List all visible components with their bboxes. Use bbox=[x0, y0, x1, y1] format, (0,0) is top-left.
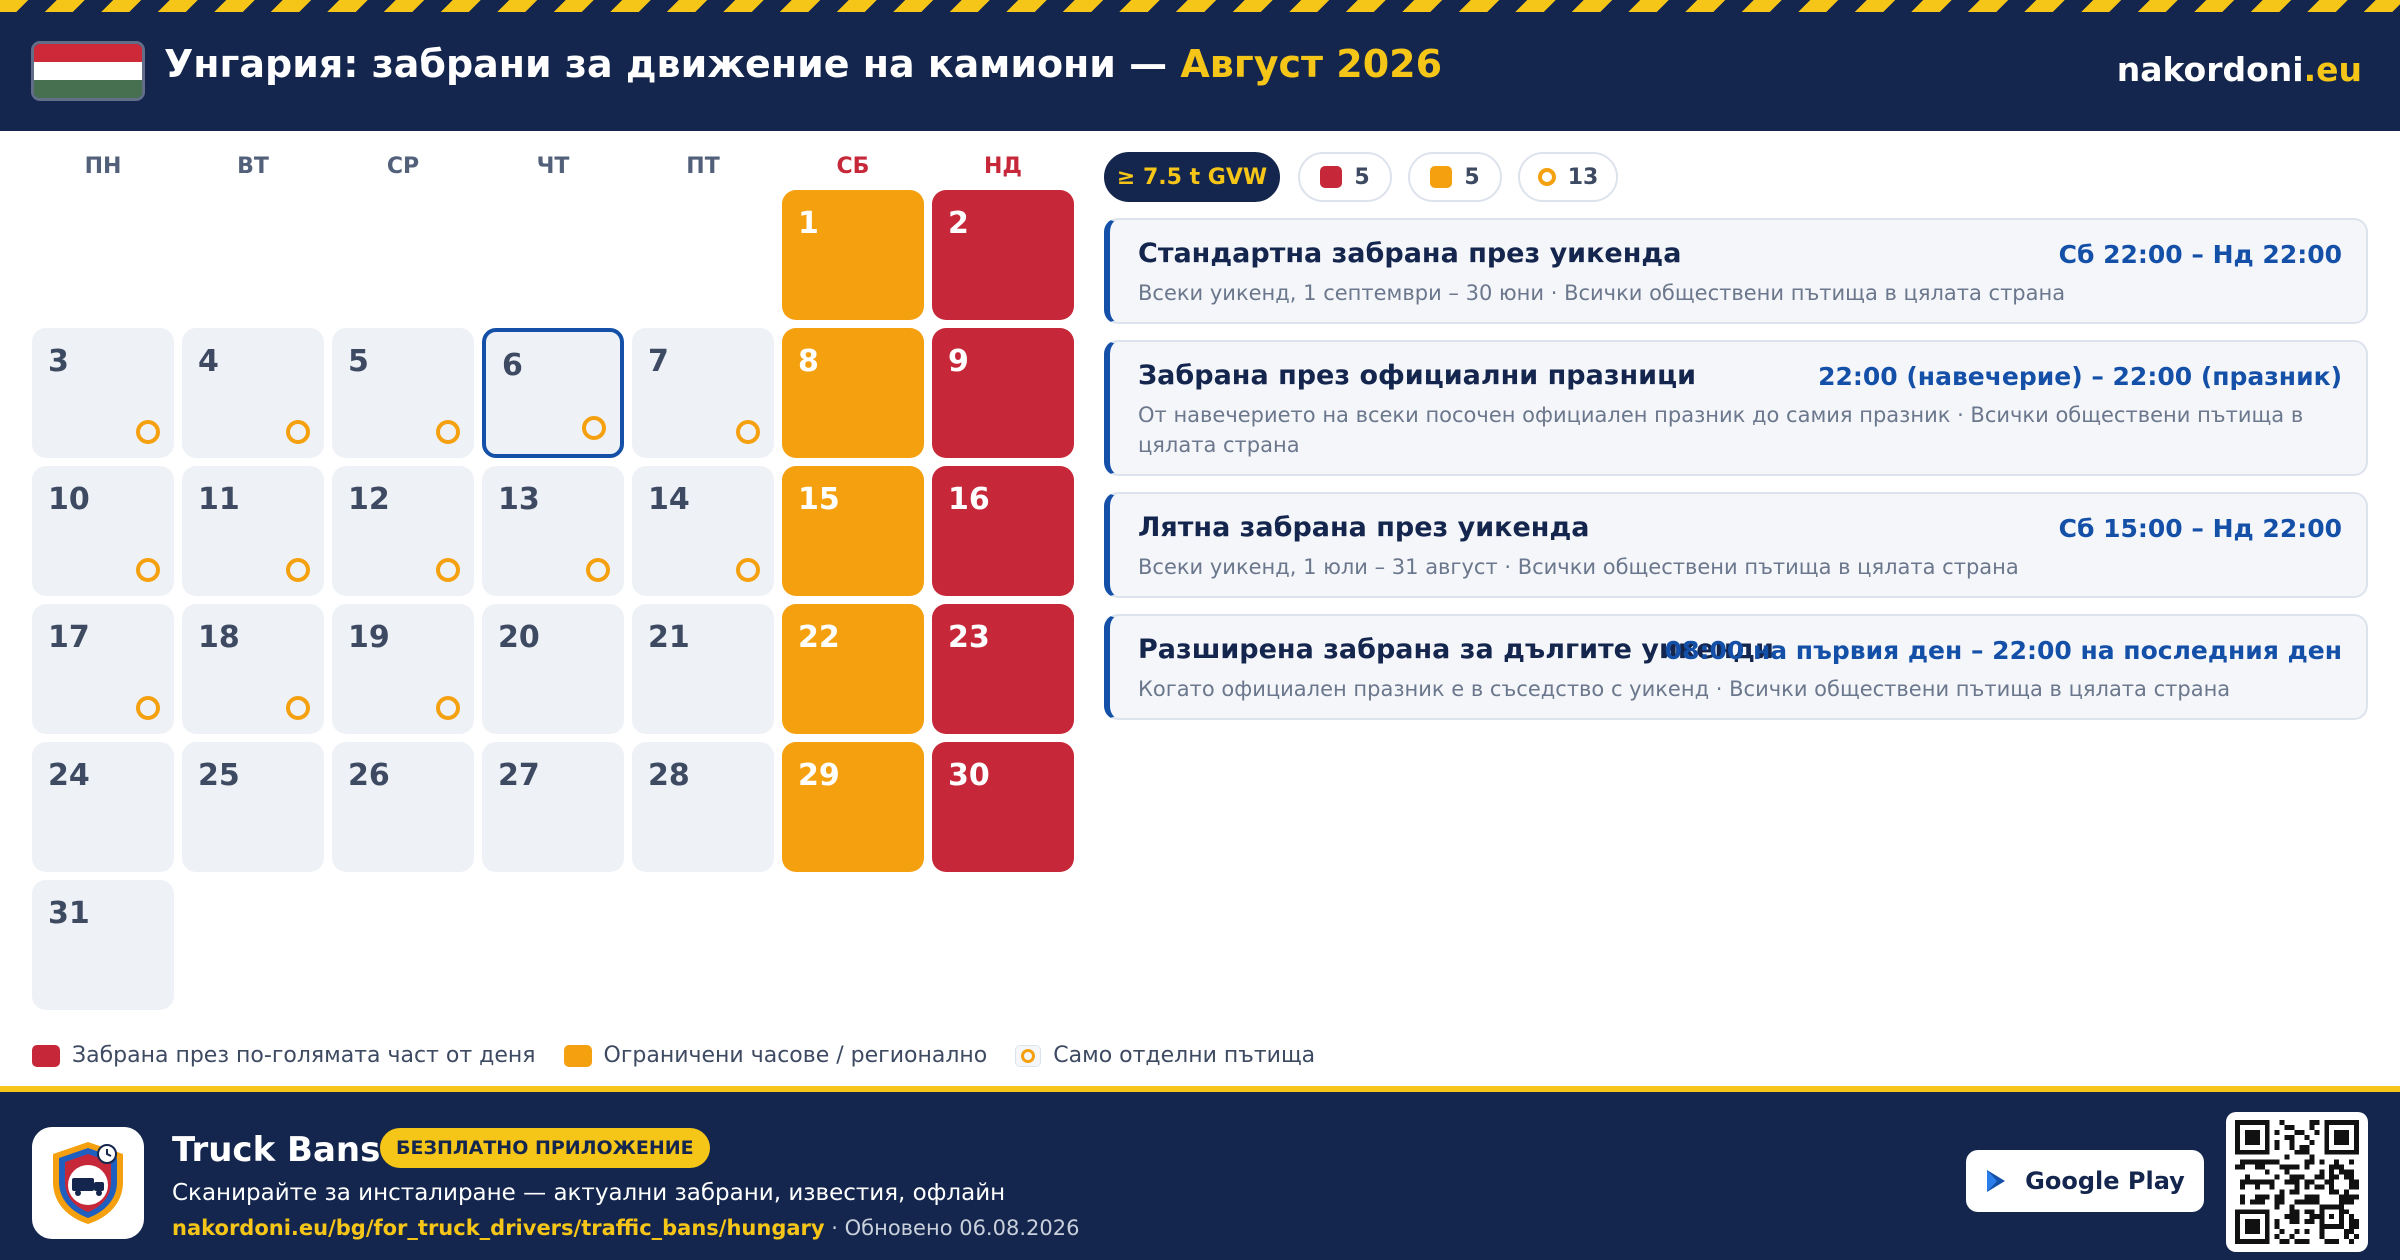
red-square-icon bbox=[32, 1045, 60, 1067]
calendar-day[interactable] bbox=[32, 880, 174, 1010]
title-main: Унгария: забрани за движение на камиони — bbox=[164, 42, 1181, 86]
legend-item-ring bbox=[1015, 1043, 1315, 1068]
calendar-day[interactable] bbox=[182, 328, 324, 458]
day-number: 31 bbox=[48, 896, 90, 931]
day-number: 21 bbox=[648, 620, 690, 655]
calendar-day[interactable] bbox=[632, 328, 774, 458]
calendar-day[interactable] bbox=[482, 328, 624, 458]
hungary-flag-icon bbox=[34, 44, 142, 98]
calendar-day[interactable] bbox=[182, 742, 324, 872]
truck-bans-app-icon[interactable] bbox=[32, 1127, 144, 1239]
calendar-day[interactable] bbox=[782, 742, 924, 872]
calendar-day[interactable] bbox=[332, 604, 474, 734]
calendar-day[interactable] bbox=[932, 328, 1074, 458]
calendar-day[interactable] bbox=[932, 742, 1074, 872]
rule-title: Стандартна забрана през уикенда bbox=[1138, 238, 1682, 269]
weekday-tue: ВТ bbox=[237, 154, 269, 179]
day-number: 3 bbox=[48, 344, 69, 379]
calendar-day[interactable] bbox=[632, 466, 774, 596]
orange-swatch-icon bbox=[1430, 166, 1452, 188]
day-number: 5 bbox=[348, 344, 369, 379]
calendar-day[interactable] bbox=[782, 604, 924, 734]
header-bar bbox=[0, 0, 2400, 131]
day-number: 19 bbox=[348, 620, 390, 655]
weekday-sun: НД bbox=[983, 154, 1022, 179]
calendar-day[interactable] bbox=[482, 604, 624, 734]
rule-time: 08:00 на първия ден – 22:00 на последния ден bbox=[1664, 636, 2342, 665]
rule-description: Всеки уикенд, 1 юли – 31 август · Всички обществени пътища в цялата страна bbox=[1138, 555, 2019, 579]
calendar-day[interactable] bbox=[332, 328, 474, 458]
calendar-day[interactable] bbox=[482, 466, 624, 596]
day-number: 30 bbox=[948, 758, 990, 793]
restricted-roads-ring-icon bbox=[286, 696, 310, 720]
restricted-roads-ring-icon bbox=[436, 420, 460, 444]
day-number: 20 bbox=[498, 620, 540, 655]
calendar-day[interactable] bbox=[182, 604, 324, 734]
rule-time: Сб 22:00 – Нд 22:00 bbox=[2058, 240, 2342, 269]
app-tagline: Сканирайте за инсталиране — актуални забрани, известия, офлайн bbox=[172, 1180, 1006, 1206]
flag-stripe-green bbox=[34, 80, 142, 98]
day-number: 4 bbox=[198, 344, 219, 379]
day-number: 8 bbox=[798, 344, 819, 379]
ring-icon bbox=[1015, 1045, 1041, 1067]
title-month: Август 2026 bbox=[1180, 42, 1443, 86]
calendar-day[interactable] bbox=[632, 742, 774, 872]
day-number: 24 bbox=[48, 758, 90, 793]
day-number: 13 bbox=[498, 482, 540, 517]
weight-badge bbox=[1104, 152, 1280, 202]
calendar-day[interactable] bbox=[32, 466, 174, 596]
day-number: 12 bbox=[348, 482, 390, 517]
legend-ring-label: Само отделни пътища bbox=[1053, 1043, 1316, 1068]
flag-stripe-white bbox=[34, 62, 142, 80]
day-number: 29 bbox=[798, 758, 840, 793]
day-number: 2 bbox=[948, 206, 969, 241]
page-title bbox=[164, 42, 1442, 86]
calendar-day[interactable] bbox=[782, 328, 924, 458]
rule-description: Когато официален празник е в съседство с уикенд · Всички обществени пътища в цялата страна bbox=[1138, 677, 2231, 701]
ring-count: 13 bbox=[1567, 164, 1599, 190]
red-count: 5 bbox=[1354, 164, 1370, 190]
legend-item-orange bbox=[564, 1043, 988, 1068]
calendar-day[interactable] bbox=[782, 190, 924, 320]
calendar-day[interactable] bbox=[32, 328, 174, 458]
day-number: 14 bbox=[648, 482, 690, 517]
calendar-day[interactable] bbox=[932, 604, 1074, 734]
free-app-badge: БЕЗПЛАТНО ПРИЛОЖЕНИЕ bbox=[380, 1128, 710, 1168]
legend-item-red bbox=[32, 1043, 536, 1068]
legend bbox=[32, 1043, 1315, 1068]
restricted-roads-ring-icon bbox=[136, 696, 160, 720]
shield-truck-icon bbox=[47, 1138, 129, 1228]
day-number: 7 bbox=[648, 344, 669, 379]
day-number: 6 bbox=[502, 348, 523, 383]
restricted-roads-ring-icon bbox=[136, 420, 160, 444]
app-name: Truck Bans bbox=[172, 1130, 381, 1170]
day-number: 23 bbox=[948, 620, 990, 655]
qr-code-icon bbox=[2234, 1120, 2360, 1244]
rule-title: Разширена забрана за дългите уикенди bbox=[1138, 634, 1774, 665]
day-number: 16 bbox=[948, 482, 990, 517]
calendar-day[interactable] bbox=[932, 466, 1074, 596]
google-play-button[interactable] bbox=[1966, 1150, 2204, 1212]
calendar-day[interactable] bbox=[332, 742, 474, 872]
restricted-roads-ring-icon bbox=[736, 420, 760, 444]
brand-name: nakordoni bbox=[2116, 50, 2304, 89]
brand-tld: .eu bbox=[2303, 50, 2362, 89]
calendar-day[interactable] bbox=[332, 466, 474, 596]
footer-link-line bbox=[172, 1216, 1079, 1240]
rule-title: Забрана през официални празници bbox=[1138, 360, 1697, 391]
rule-card bbox=[1104, 218, 2368, 324]
app-url-link[interactable]: nakordoni.eu/bg/for_truck_drivers/traffic_bans/hungary bbox=[172, 1216, 825, 1240]
day-number: 9 bbox=[948, 344, 969, 379]
rule-description: Всеки уикенд, 1 септември – 30 юни · Всички обществени пътища в цялата страна bbox=[1138, 281, 2066, 305]
calendar-day[interactable] bbox=[932, 190, 1074, 320]
play-triangle-icon bbox=[1985, 1168, 2007, 1194]
hazard-stripe bbox=[0, 0, 2400, 12]
ring-count-badge bbox=[1518, 152, 1618, 202]
rule-title: Лятна забрана през уикенда bbox=[1138, 512, 1590, 543]
day-number: 26 bbox=[348, 758, 390, 793]
weekday-sat: СБ bbox=[836, 154, 870, 179]
day-number: 17 bbox=[48, 620, 90, 655]
calendar-day[interactable] bbox=[32, 742, 174, 872]
day-number: 22 bbox=[798, 620, 840, 655]
weekday-wed: СР bbox=[386, 154, 420, 179]
day-number: 10 bbox=[48, 482, 90, 517]
calendar-day[interactable] bbox=[782, 466, 924, 596]
restricted-roads-ring-icon bbox=[582, 416, 606, 440]
weekday-mon: ПН bbox=[84, 154, 122, 179]
weekday-fri: ПТ bbox=[686, 154, 720, 179]
calendar-day[interactable] bbox=[632, 604, 774, 734]
restricted-roads-ring-icon bbox=[286, 420, 310, 444]
rule-description: От навечерието на всеки посочен официален празник до самия празник · Всички обществени пътища в цялата страна bbox=[1138, 403, 2304, 457]
day-number: 18 bbox=[198, 620, 240, 655]
day-number: 27 bbox=[498, 758, 540, 793]
calendar-day[interactable] bbox=[182, 466, 324, 596]
updated-date: · Обновено 06.08.2026 bbox=[824, 1216, 1080, 1240]
red-count-badge bbox=[1298, 152, 1392, 202]
ring-swatch-icon bbox=[1538, 168, 1556, 186]
day-number: 25 bbox=[198, 758, 240, 793]
rule-time: 22:00 (навечерие) – 22:00 (празник) bbox=[1818, 362, 2342, 391]
red-swatch-icon bbox=[1320, 166, 1342, 188]
day-number: 1 bbox=[798, 206, 819, 241]
legend-red-label: Забрана през по-голямата част от деня bbox=[72, 1043, 536, 1068]
day-number: 28 bbox=[648, 758, 690, 793]
day-number: 15 bbox=[798, 482, 840, 517]
restricted-roads-ring-icon bbox=[286, 558, 310, 582]
orange-count: 5 bbox=[1464, 164, 1480, 190]
google-play-label: Google Play bbox=[2025, 1167, 2185, 1195]
calendar-day[interactable] bbox=[482, 742, 624, 872]
restricted-roads-ring-icon bbox=[136, 558, 160, 582]
restricted-roads-ring-icon bbox=[586, 558, 610, 582]
restricted-roads-ring-icon bbox=[436, 558, 460, 582]
rule-card bbox=[1104, 492, 2368, 598]
brand-logo[interactable] bbox=[2117, 50, 2362, 89]
qr-code[interactable] bbox=[2226, 1112, 2368, 1252]
restricted-roads-ring-icon bbox=[436, 696, 460, 720]
flag-stripe-red bbox=[34, 44, 142, 62]
restricted-roads-ring-icon bbox=[736, 558, 760, 582]
rule-time: Сб 15:00 – Нд 22:00 bbox=[2058, 514, 2342, 543]
rule-card bbox=[1104, 614, 2368, 720]
orange-count-badge bbox=[1408, 152, 1502, 202]
calendar-day[interactable] bbox=[32, 604, 174, 734]
legend-orange-label: Ограничени часове / регионално bbox=[603, 1043, 988, 1068]
rule-card bbox=[1104, 340, 2368, 476]
footer-app-promo bbox=[0, 1086, 2400, 1260]
day-number: 11 bbox=[198, 482, 240, 517]
weight-label: ≥ 7.5 t GVW bbox=[1116, 164, 1268, 190]
weekday-thu: ЧТ bbox=[536, 154, 570, 179]
orange-square-icon bbox=[564, 1045, 592, 1067]
